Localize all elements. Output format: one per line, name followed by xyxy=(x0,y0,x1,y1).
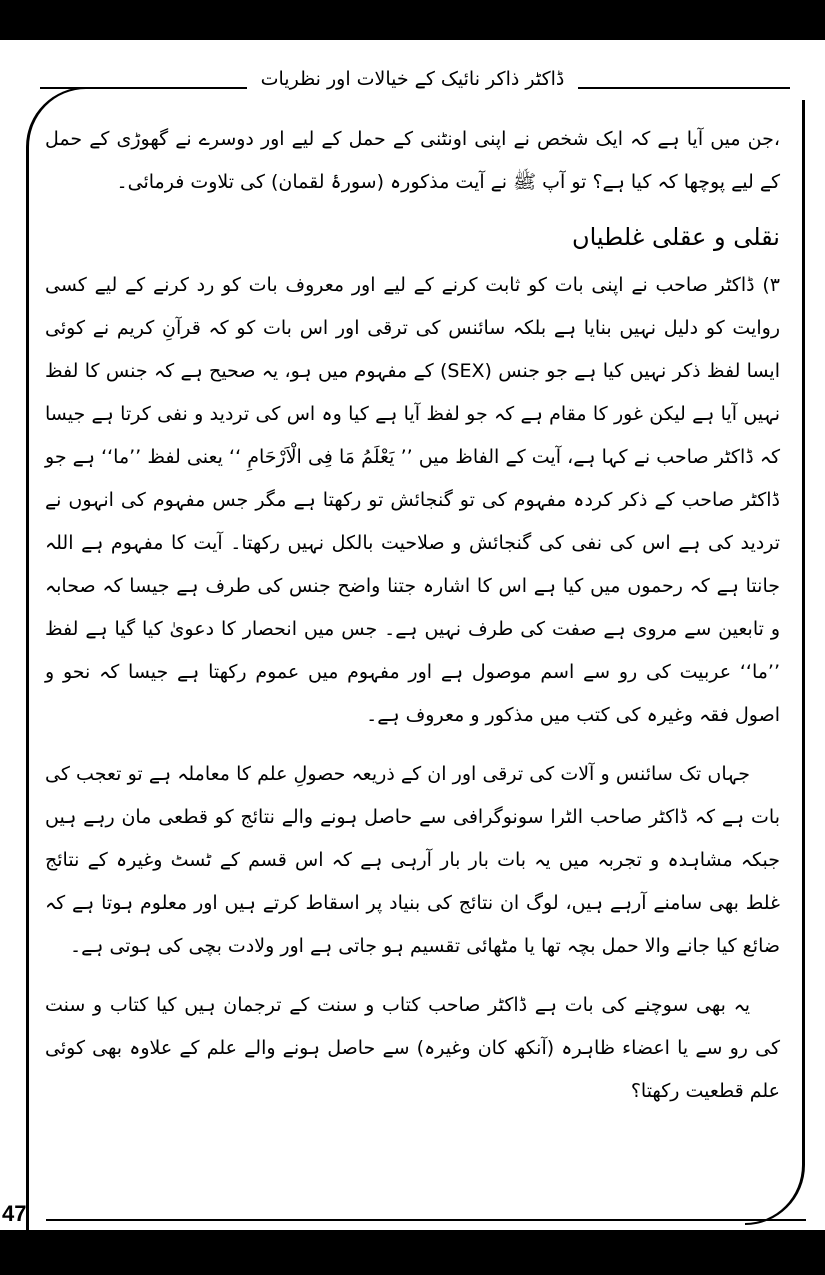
page-content xyxy=(45,118,780,1113)
paragraph-4: یہ بھی سوچنے کی بات ہے ڈاکٹر صاحب کتاب و سنت کے ترجمان ہیں کیا کتاب و سنت کی رو سے یا اعضاء ظاہرہ (آنکھ کان وغیرہ) سے حاصل ہونے والے علم کے علاوہ بھی کوئی علم قطعیت رکھتا؟ xyxy=(45,994,780,1102)
paragraph-3: جہاں تک سائنس و آلات کی ترقی اور ان کے ذریعہ حصولِ علم کا معاملہ ہے تو تعجب کی بات ہے کہ ڈاکٹر صاحب الٹرا سونوگرافی سے حاصل ہونے والے نتائج کو قطعی مان رہے ہیں جبکہ مشاہدہ و تجربہ میں یہ بات بار بار آرہی ہے کہ اس قسم کے ٹسٹ وغیرہ کے نتائج غلط بھی سامنے آرہے ہیں، لوگ ان نتائج کی بنیاد پر اسقاط کرتے ہیں اور معلوم ہوتا ہے کہ ضائع کیا جانے والا حمل بچہ تھا یا مٹھائی تقسیم ہو جاتی ہے اور ولادت بچی کی ہوتی ہے۔ xyxy=(45,763,780,957)
book-page xyxy=(0,40,825,1230)
footer-rule xyxy=(46,1219,806,1221)
paragraph-2: ۳) ڈاکٹر صاحب نے اپنی بات کو ثابت کرنے کے لیے اور معروف بات کو رد کرنے کے لیے کسی روایت کو دلیل نہیں بنایا ہے بلکہ سائنس کی ترقی اور اس بات کو کہ قرآنِ کریم نے کوئی ایسا لفظ ذکر نہیں کیا ہے جو جنس (SEX) کے مفہوم میں ہو، یہ صحیح ہے کہ جنس کا لفظ نہیں آیا ہے لیکن غور کا مقام ہے کہ جو لفظ آیا ہے کیا وہ اس کی تردید و نفی کرتا ہے جیسا کہ ڈاکٹر صاحب نے کہا ہے، آیت کے الفاظ میں ’’ یَعْلَمُ مَا فِی الْاَرْحَامِ ‘‘ یعنی لفظ ’’ما‘‘ ہے جو ڈاکٹر صاحب کے ذکر کردہ مفہوم کی تو گنجائش تو رکھتا ہے مگر جس مفہوم کی انہوں نے تردید کی ہے اس کی نفی کی گنجائش و صلاحیت بالکل نہیں رکھتا۔ آیت کا مفہوم ہے اللہ جانتا ہے کہ رحموں میں کیا ہے اس کا اشارہ جتنا واضح جنس کی طرف ہے جیسا کہ صحابہ و تابعین سے مروی ہے صفت کی طرف نہیں ہے۔ جس میں انحصار کا دعویٰ کیا گیا ہے لفظ ’’ما‘‘ عربیت کی رو سے اسم موصول ہے اور مفہوم میں عموم رکھتا ہے جیسا کہ نحو و اصول فقہ وغیرہ کی کتب میں مذکور و معروف ہے۔ xyxy=(45,274,780,726)
paragraph-1: ،جن میں آیا ہے کہ ایک شخص نے اپنی اونٹنی کے حمل کے لیے اور دوسرے نے گھوڑی کے حمل کے لیے پوچھا کہ کیا ہے؟ تو آپ ﷺ نے آیت مذکورہ (سورۂ لقمان) کی تلاوت فرمائی۔ xyxy=(45,128,780,193)
page-footer xyxy=(0,1195,825,1230)
running-title: ڈاکٹر ذاکر نائیک کے خیالات اور نظریات xyxy=(247,68,579,90)
section-heading: نقلی و عقلی غلطیاں xyxy=(571,223,780,251)
running-header xyxy=(0,68,825,90)
page-number: 47 xyxy=(2,1201,27,1226)
